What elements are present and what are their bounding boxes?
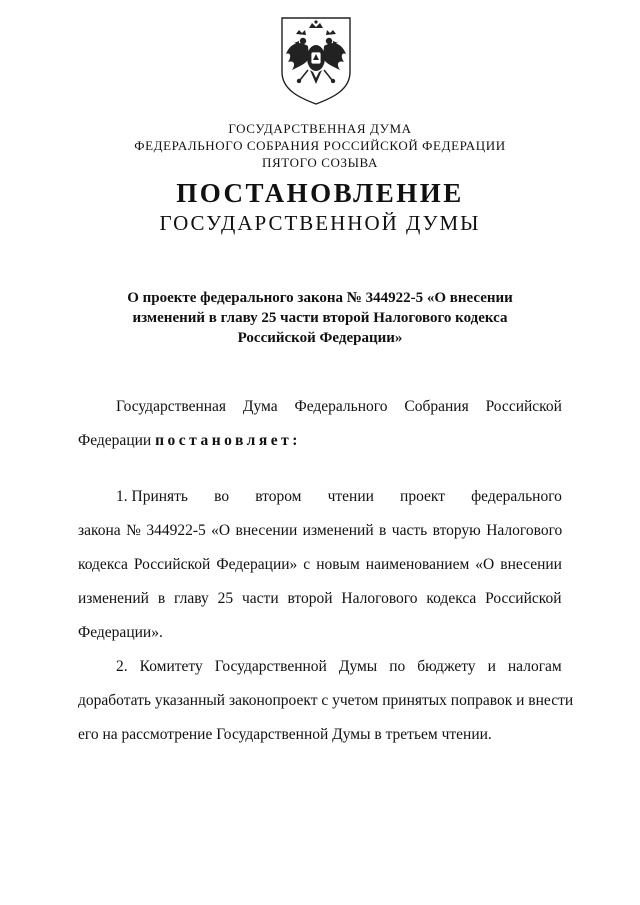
issuer-header <box>0 120 640 171</box>
text-line: его на рассмотрение Государственной Думы в третьем чтении. <box>78 726 492 743</box>
text-line: кодекса Российской Федерации» с новым наименованием «О внесении <box>78 556 562 573</box>
word: Дума <box>242 398 278 415</box>
operative-verb: постановляет: <box>155 432 301 449</box>
text-line: закона № 344922-5 «О внесении изменений в часть вторую Налогового <box>78 522 563 539</box>
item-1-paragraph <box>78 480 562 650</box>
resolution-subject <box>100 288 540 348</box>
preamble-prefix: Федерации <box>78 432 152 449</box>
header-line-assembly: ФЕДЕРАЛЬНОГО СОБРАНИЯ РОССИЙСКОЙ ФЕДЕРАЦИИ <box>134 138 506 153</box>
document-type-title: ПОСТАНОВЛЕНИЕ <box>176 178 464 208</box>
header-line-convocation: ПЯТОГО СОЗЫВА <box>262 155 378 170</box>
header-line-duma: ГОСУДАРСТВЕННАЯ ДУМА <box>228 121 412 136</box>
text-line: изменений в главу 25 части второй Налогового кодекса Российской <box>78 590 562 607</box>
justified-line <box>78 390 562 424</box>
word: чтении <box>327 488 374 505</box>
word: Российской <box>485 398 562 415</box>
item-2-paragraph <box>78 650 574 752</box>
justified-line <box>78 480 562 514</box>
word: федерального <box>471 488 562 505</box>
word: Федерального <box>294 398 388 415</box>
word: 1. Принять <box>116 488 189 505</box>
subject-line: изменений в главу 25 части второй Налогового кодекса <box>132 310 508 326</box>
text-line <box>78 424 562 458</box>
subject-line: О проекте федерального закона № 344922-5 «О внесении <box>127 290 513 306</box>
word: Государственная <box>116 398 227 415</box>
text-line: доработать указанный законопроект с учетом принятых поправок и внести <box>78 692 574 709</box>
word: Собрания <box>404 398 469 415</box>
russian-double-headed-eagle-icon <box>276 14 356 106</box>
word: втором <box>255 488 302 505</box>
text-line: 2. Комитету Государственной Думы по бюджету и налогам <box>116 658 562 675</box>
text-line: Федерации». <box>78 624 163 641</box>
subject-line: Российской Федерации» <box>237 330 403 346</box>
word: во <box>214 488 230 505</box>
document-issuer-title: ГОСУДАРСТВЕННОЙ ДУМЫ <box>159 211 481 235</box>
word: проект <box>400 488 445 505</box>
preamble-paragraph <box>78 390 562 458</box>
